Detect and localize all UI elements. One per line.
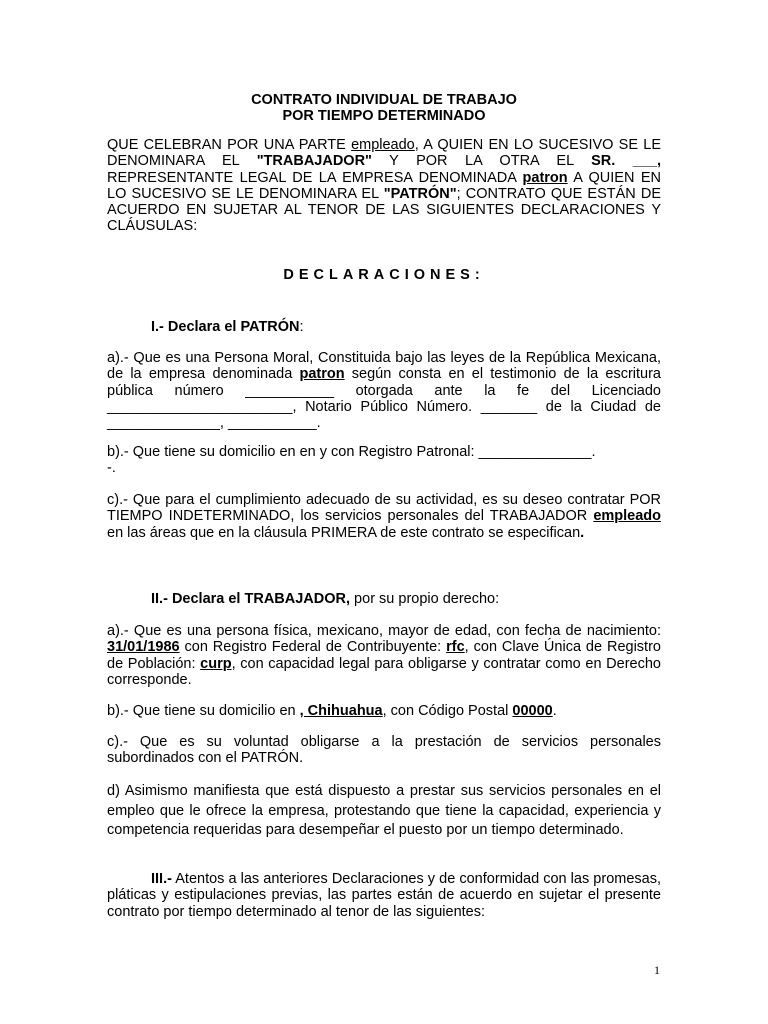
section-1-clause-c [107, 492, 661, 541]
clause-1c-text-1: c).- Que para el cumplimiento adecuado de su actividad, es su deseo contratar POR TIEMPO INDETERMINADO, los servicios personales del TRABAJADOR [107, 492, 661, 525]
page-number: 1 [654, 963, 660, 977]
section-1-clause-a [107, 350, 661, 431]
date-of-birth: 31/01/1986 [107, 639, 180, 656]
section-1-heading-bold: I.- Declara el PATRÓN [151, 319, 300, 335]
section-2-clause-a [107, 623, 661, 688]
clause-2a-text-3: , con Clave Única de Registro de Población: [107, 639, 661, 672]
clause-2b-text-2: , con Código Postal [382, 703, 513, 719]
section-1-heading-rest: : [299, 319, 304, 335]
intro-text-2: , A QUIEN EN LO SUCESIVO SE LE DENOMINARA EL [107, 137, 661, 170]
declaraciones-heading: DECLARACIONES: [283, 267, 485, 283]
intro-text-3: Y POR LA OTRA EL [371, 153, 592, 170]
curp-value: curp [200, 655, 232, 672]
section-2-heading-rest: por su propio derecho: [350, 591, 500, 607]
clause-2a-text-1: a).- Que es una persona física, mexicano, mayor de edad, con fecha de nacimiento: [107, 623, 661, 639]
section-1-clause-b [107, 444, 661, 477]
clause-2b-text-1: b).- Que tiene su domicilio en [107, 703, 300, 719]
section-3-paragraph [107, 871, 661, 920]
intro-text-1: QUE CELEBRAN POR UNA PARTE [107, 137, 352, 153]
clause-2a-text-2: con Registro Federal de Contribuyente: [179, 639, 447, 656]
section-2-clause-c: c).- Que es su voluntad obligarse a la prestación de servicios personales subordinados con el PATRÓN. [107, 734, 661, 767]
intro-paragraph [107, 137, 661, 235]
clause-1c-text-2: en las áreas que en la cláusula PRIMERA de este contrato se especifican [107, 524, 581, 541]
representative-name: SR. ___, [591, 153, 661, 170]
clause-1a-text-2: según consta en el testimonio de la escritura pública número ___________ otorgada ante la fe del Licenciado _______________________, Notario Público Número. _______ de la Ciudad de ______________, ___________. [107, 366, 661, 432]
clause-1a-company: patron [299, 366, 345, 383]
section-3-text: Atentos a las anteriores Declaraciones y de conformidad con las promesas, pláticas y estipulaciones previas, las partes están de acuerdo en sujetar el presente contrato por tiempo determinado al tenor de las siguientes: [107, 871, 661, 920]
section-2-heading [151, 591, 499, 607]
clause-2a-text-4: , con capacidad legal para obligarse y contratar como en Derecho corresponde. [107, 655, 661, 688]
title-line-1: CONTRATO INDIVIDUAL DE TRABAJO [251, 92, 517, 108]
postal-code: 00000 [512, 703, 553, 719]
section-2-heading-bold: II.- Declara el TRABAJADOR, [151, 591, 351, 607]
section-2-clause-d: d) Asimismo manifiesta que está dispuesto a prestar sus servicios personales en el empleo que le ofrece la empresa, protestando que tiene la capacidad, experiencia y competencia requeridas para desempeñar el puesto por un tiempo determinado. [107, 783, 661, 838]
company-name: patron [522, 169, 568, 186]
clause-1a-text-1: a).- Que es una Persona Moral, Constituida bajo las leyes de la República Mexicana, de la empresa denominada [107, 350, 661, 383]
clause-1c-employee: empleado [593, 508, 661, 525]
intro-text-5: A QUIEN EN LO SUCESIVO SE LE DENOMINARA EL [107, 169, 661, 202]
title-line-2: POR TIEMPO DETERMINADO [282, 108, 486, 124]
employee-name: empleado [351, 137, 415, 153]
section-2-clause-b [107, 703, 661, 719]
section-3-heading: III.- [151, 871, 172, 887]
clause-2b-text-3: . [552, 703, 557, 719]
trabajador-term: "TRABAJADOR" [256, 153, 372, 170]
clause-1c-text-3: . [580, 524, 585, 541]
patron-term: "PATRÓN" [383, 185, 457, 202]
address-value: , Chihuahua [299, 703, 383, 719]
contract-title [107, 92, 661, 124]
clause-1b-line-2: -. [107, 460, 116, 477]
section-1-heading [151, 319, 304, 335]
clause-1b-line-1: b).- Que tiene su domicilio en en y con Registro Patronal: ______________. [107, 444, 596, 460]
intro-text-4: REPRESENTANTE LEGAL DE LA EMPRESA DENOMINADA [107, 169, 523, 186]
rfc-value: rfc [446, 639, 465, 656]
intro-text-6: ; CONTRATO QUE ESTÁN DE ACUERDO EN SUJETAR AL TENOR DE LAS SIGUIENTES DECLARACIONES Y CLÁUSULAS: [107, 185, 661, 235]
